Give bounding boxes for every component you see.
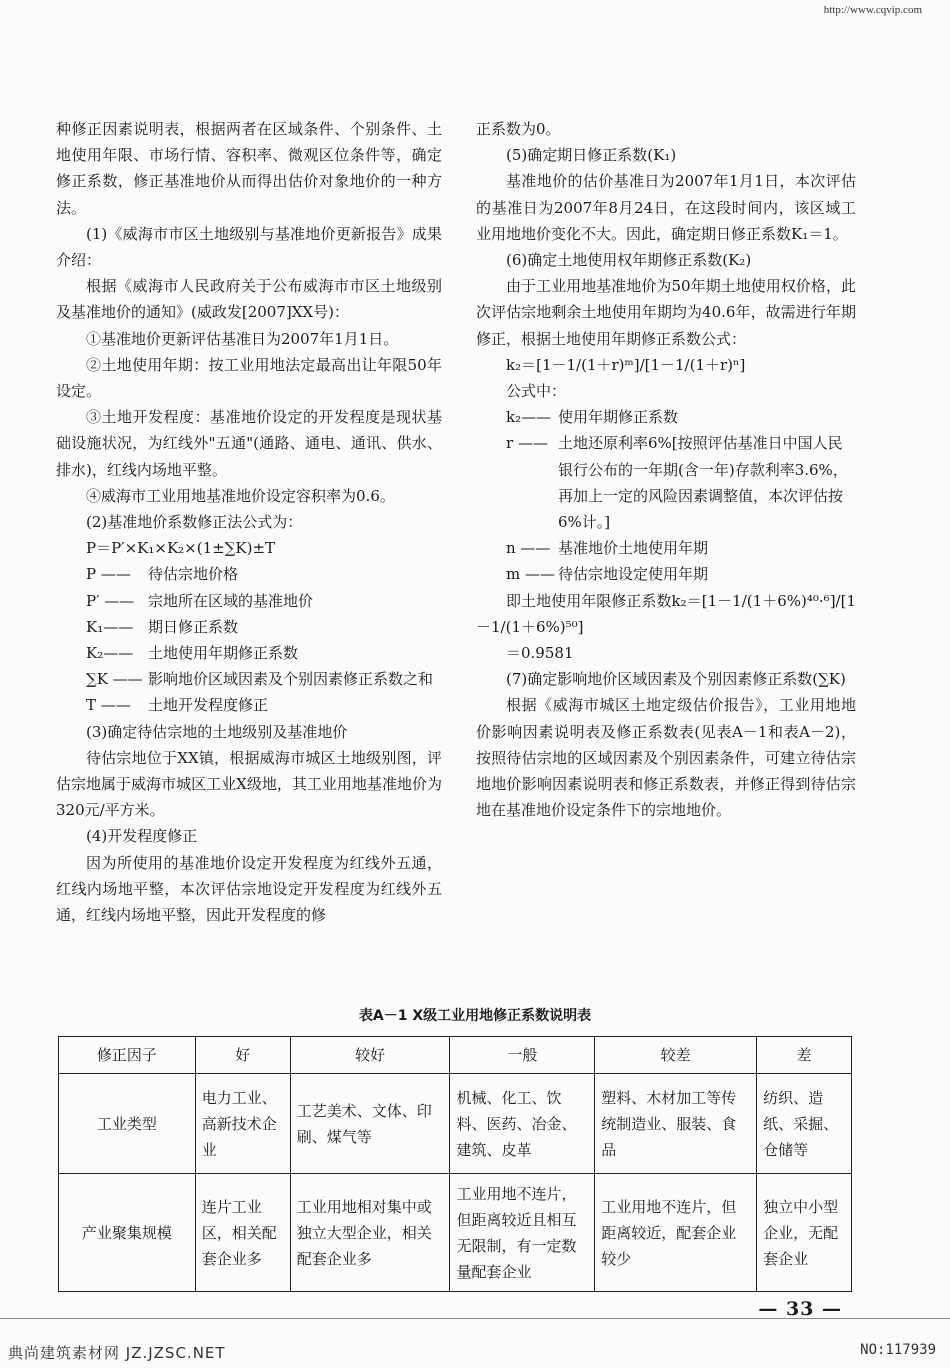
definition-text: 使用年期修正系数 xyxy=(558,408,679,427)
table-caption: 表A－1 X级工业用地修正系数说明表 xyxy=(358,1008,592,1024)
formula-result: ＝0.9581 xyxy=(506,644,574,663)
table-cell: 工业用地不连片，但距离较近且相互无限制，有一定数量配套企业 xyxy=(450,1174,595,1292)
definition-row xyxy=(56,640,442,666)
definition-row xyxy=(476,404,856,430)
table-cell: 工艺美术、文体、印刷、煤气等 xyxy=(290,1074,450,1174)
table-header-row xyxy=(59,1037,852,1074)
table-row xyxy=(59,1174,852,1292)
table-header-cell: 较好 xyxy=(290,1037,450,1074)
table-cell: 电力工业、高新技术企业 xyxy=(195,1074,290,1174)
definition-symbol: ∑K —— xyxy=(86,670,143,689)
definition-row xyxy=(56,692,442,718)
definition-symbol: P′ —— xyxy=(86,591,135,610)
table-cell: 工业用地不连片，但距离较近，配套企业较少 xyxy=(595,1174,757,1292)
definition-symbol: n —— xyxy=(506,539,551,558)
paragraph: 公式中： xyxy=(506,382,567,401)
table-cell: 机械、化工、饮料、医药、冶金、建筑、皮革 xyxy=(450,1074,595,1174)
definition-symbol: r —— xyxy=(506,434,548,453)
paragraph: 根据《威海市人民政府关于公布威海市市区土地级别及基准地价的通知》(威政发[2007]XX号)： xyxy=(56,277,442,322)
definition-row xyxy=(56,588,442,614)
formula: P＝P′×K₁×K₂×(1±∑K)±T xyxy=(86,539,276,558)
definition-text: 基准地价土地使用年期 xyxy=(558,539,709,558)
definition-row xyxy=(56,614,442,640)
list-item: ②土地使用年期：按工业用地法定最高出让年限50年设定。 xyxy=(56,355,442,401)
section-heading: (3)确定待估宗地的土地级别及基准地价 xyxy=(86,722,348,741)
paragraph: 种修正因素说明表，根据两者在区域条件、个别条件、土地使用年限、市场行情、容积率、微观区位条件等，确定修正系数，修正基准地价从而得出估价对象地价的一种方法。 xyxy=(56,120,442,217)
list-item: ③土地开发程度：基准地价设定的开发程度是现状基础设施状况，为红线外"五通"(通路、通电、通讯、供水、排水)，红线内场地平整。 xyxy=(56,408,442,479)
table-header-cell: 修正因子 xyxy=(59,1037,196,1074)
section-heading: (1)《威海市市区土地级别与基准地价更新报告》成果介绍： xyxy=(56,224,442,270)
document-number: NO:117939 xyxy=(860,1342,936,1358)
table-cell: 纺织、造纸、采掘、仓储等 xyxy=(757,1074,852,1174)
definition-symbol: T —— xyxy=(86,696,131,715)
table-row xyxy=(59,1074,852,1174)
paragraph: 根据《威海市城区土地定级估价报告》，工业用地地价影响因素说明表及修正系数表(见表A－1和表A－2)，按照待估宗地的区域因素及个别因素条件，可建立待估宗地地价影响因素说明表和修正系数表，并修正得到待估宗地在基准地价设定条件下的宗地地价。 xyxy=(476,696,856,820)
paragraph: 正系数为0。 xyxy=(476,120,561,138)
table-cell: 工业用地相对集中或独立大型企业，相关配套企业多 xyxy=(290,1174,450,1292)
table-cell-factor: 产业聚集规模 xyxy=(59,1174,196,1292)
definition-symbol: K₂—— xyxy=(86,644,134,663)
table-header-cell: 差 xyxy=(757,1037,852,1074)
paragraph: 由于工业用地基准地价为50年期土地使用权价格，此次评估宗地剩余土地使用年期均为40.6年，故需进行年期修正，根据土地使用年期修正系数公式： xyxy=(476,277,856,348)
section-heading: (2)基准地价系数修正法公式为： xyxy=(86,513,303,532)
definition-text: 宗地所在区域的基准地价 xyxy=(148,591,314,610)
definition-row xyxy=(476,535,856,561)
definition-row xyxy=(56,666,442,692)
source-url: http://www.cqvip.com xyxy=(823,4,922,16)
list-item: ①基准地价更新评估基准日为2007年1月1日。 xyxy=(86,329,399,348)
definition-text: 土地还原利率6%[按照评估基准日中国人民银行公布的一年期(含一年)存款利率3.6%，再加上一定的风险因素调整值，本次评估按6%计。] xyxy=(558,434,848,532)
section-heading: (5)确定期日修正系数(K₁) xyxy=(506,146,677,165)
definition-text: 期日修正系数 xyxy=(148,617,239,636)
paragraph: 待估宗地位于XX镇，根据威海市城区土地级别图，评估宗地属于威海市城区工业X级地，其工业用地基准地价为320元/平方米。 xyxy=(56,748,442,820)
definition-text: 土地开发程度修正 xyxy=(148,696,269,715)
paragraph: 基准地价的估价基准日为2007年1月1日，本次评估的基准日为2007年8月24日，在这段时间内，该区域工业用地地价变化不大。因此，确定期日修正系数K₁＝1。 xyxy=(476,172,856,243)
table-cell: 连片工业区，相关配套企业多 xyxy=(195,1174,290,1292)
paragraph: 因为所使用的基准地价设定开发程度为红线外五通，红线内场地平整，本次评估宗地设定开发程度为红线外五通，红线内场地平整，因此开发程度的修 xyxy=(56,853,442,925)
definition-text: 土地使用年期修正系数 xyxy=(148,644,299,663)
paragraph: 即土地使用年限修正系数k₂＝[1－1/(1＋6%)⁴⁰·⁶]/[1－1/(1＋6%)⁵⁰] xyxy=(476,591,856,636)
definition-symbol: k₂—— xyxy=(506,408,552,427)
definition-symbol: P —— xyxy=(86,565,131,584)
table-header-cell: 好 xyxy=(195,1037,290,1074)
footer-divider xyxy=(0,1318,950,1319)
left-column xyxy=(56,116,442,928)
section-heading: (7)确定影响地价区域因素及个别因素修正系数(∑K) xyxy=(506,670,846,689)
page-number: — 33 — xyxy=(758,1298,842,1320)
table-cell: 塑料、木材加工等传统制造业、服装、食品 xyxy=(595,1074,757,1174)
section-heading: (6)确定土地使用权年期修正系数(K₂) xyxy=(506,251,752,270)
definition-row xyxy=(476,430,856,535)
table-header-cell: 一般 xyxy=(450,1037,595,1074)
section-heading: (4)开发程度修正 xyxy=(86,827,198,846)
definition-symbol: K₁—— xyxy=(86,617,134,636)
watermark-text: 典尚建筑素材网 JZ.JZSC.NET xyxy=(8,1344,226,1362)
definition-text: 待估宗地价格 xyxy=(148,565,239,584)
list-item: ④威海市工业用地基准地价设定容积率为0.6。 xyxy=(86,486,395,505)
right-column xyxy=(476,116,856,823)
table-header-cell: 较差 xyxy=(595,1037,757,1074)
correction-factor-table xyxy=(58,1036,852,1292)
definition-text: 待估宗地设定使用年期 xyxy=(558,565,709,584)
table-cell: 独立中小型企业，无配套企业 xyxy=(757,1174,852,1292)
table-cell-factor: 工业类型 xyxy=(59,1074,196,1174)
definition-row xyxy=(56,561,442,587)
definition-symbol: m —— xyxy=(506,565,555,584)
definition-text: 影响地价区域因素及个别因素修正系数之和 xyxy=(148,670,434,689)
formula: k₂＝[1－1/(1＋r)ᵐ]/[1－1/(1＋r)ⁿ] xyxy=(506,355,746,374)
definition-row xyxy=(476,561,856,587)
